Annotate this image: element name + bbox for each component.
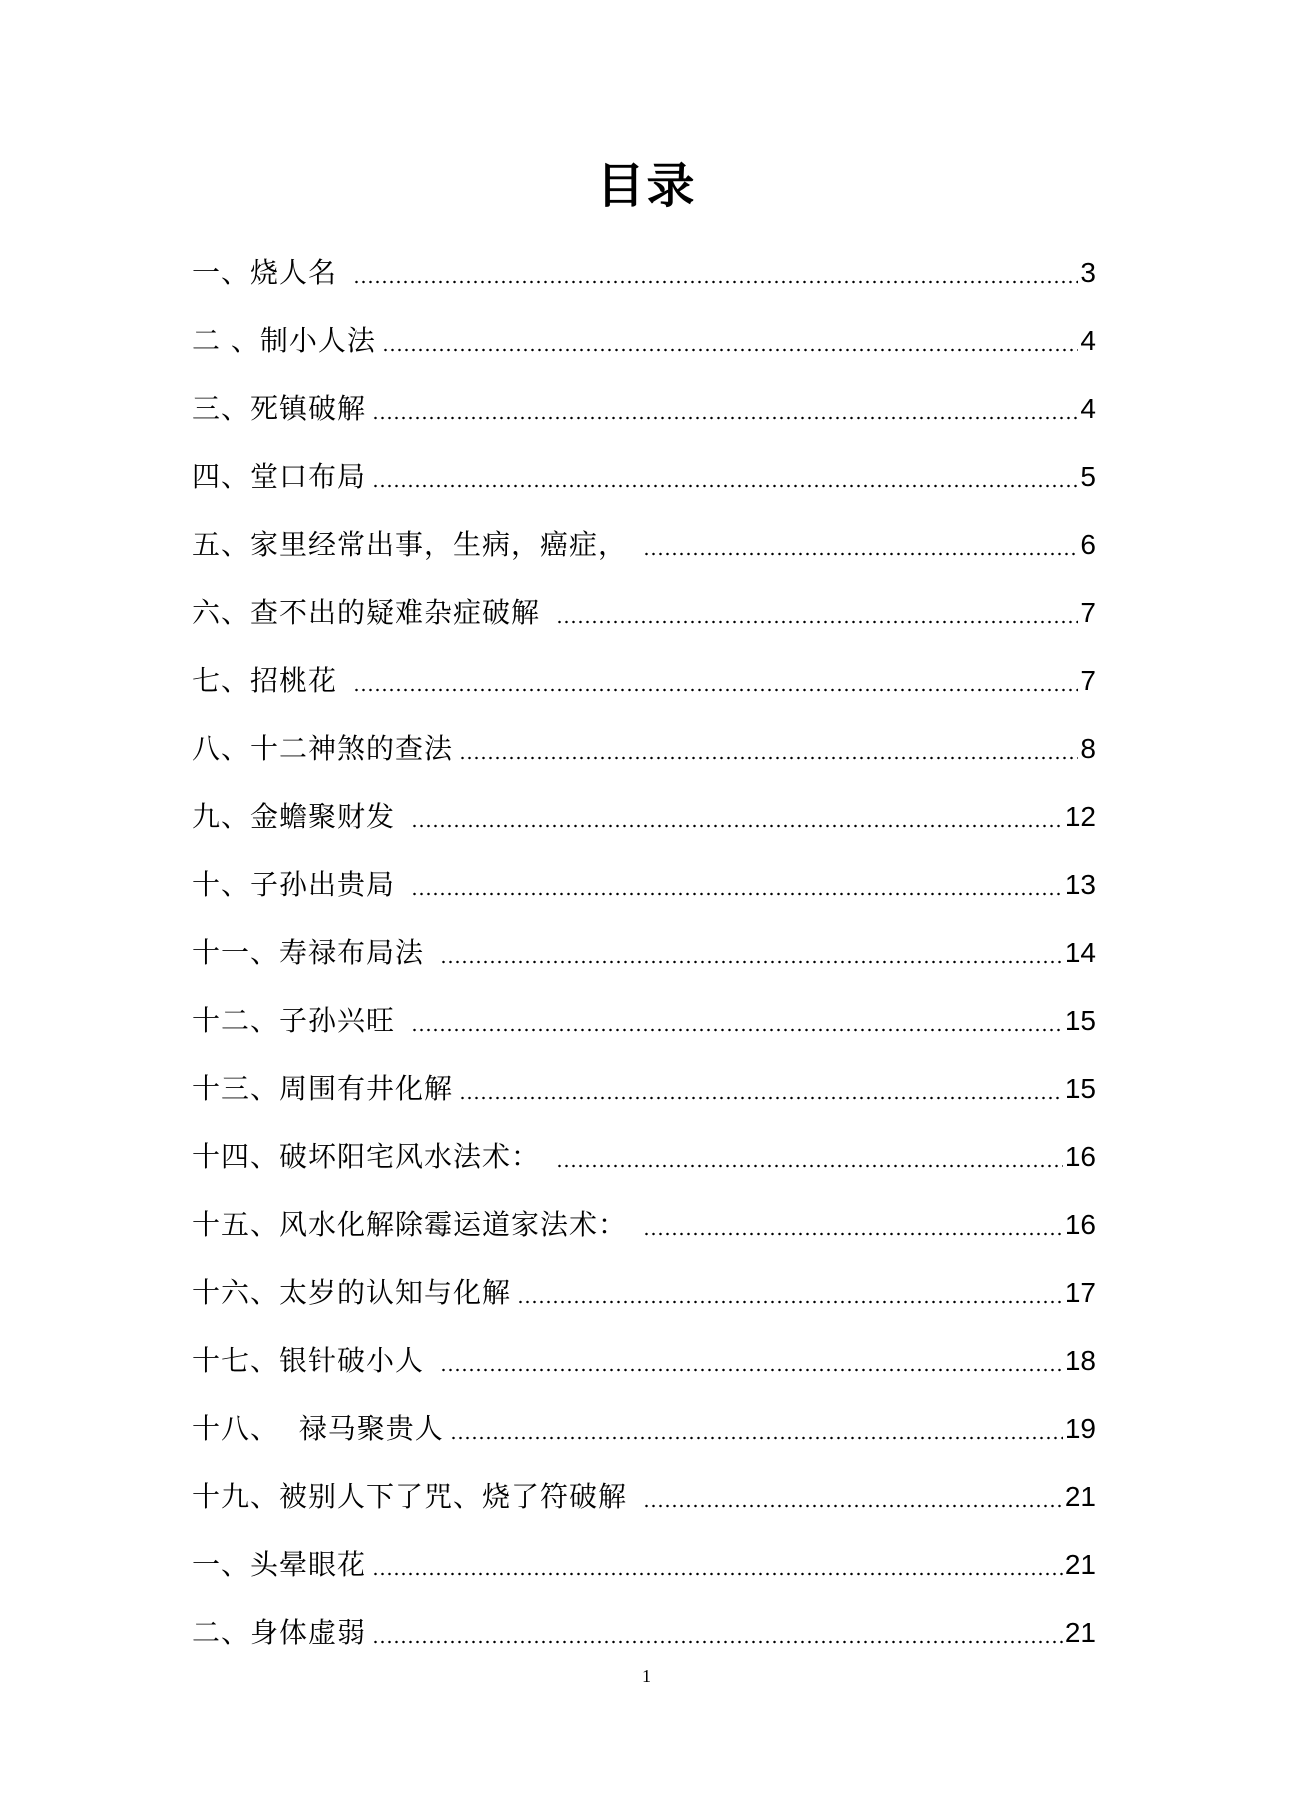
toc-entry-label: 一、头晕眼花 bbox=[192, 1548, 367, 1581]
toc-entry[interactable] bbox=[192, 361, 1096, 429]
toc-list bbox=[192, 225, 1096, 1653]
toc-dot-leader bbox=[353, 256, 1079, 284]
toc-entry-label: 五、家里经常出事，生病，癌症， bbox=[192, 528, 637, 561]
toc-entry[interactable] bbox=[192, 1449, 1096, 1517]
toc-entry-page: 3 bbox=[1080, 257, 1096, 288]
toc-dot-leader bbox=[411, 868, 1063, 896]
toc-dot-leader bbox=[372, 1616, 1063, 1644]
toc-dot-leader bbox=[643, 528, 1079, 556]
toc-entry[interactable] bbox=[192, 1517, 1096, 1585]
toc-entry-page: 14 bbox=[1064, 937, 1096, 968]
toc-entry-label: 十六、太岁的认知与化解 bbox=[192, 1276, 512, 1309]
toc-entry[interactable] bbox=[192, 293, 1096, 361]
toc-dot-leader bbox=[556, 1140, 1063, 1168]
toc-dot-leader bbox=[556, 596, 1079, 624]
toc-entry[interactable] bbox=[192, 837, 1096, 905]
toc-entry-label: 十七、银针破小人 bbox=[192, 1344, 434, 1377]
toc-entry-page: 12 bbox=[1064, 801, 1096, 832]
toc-entry[interactable] bbox=[192, 701, 1096, 769]
toc-entry[interactable] bbox=[192, 633, 1096, 701]
toc-entry-page: 7 bbox=[1080, 597, 1096, 628]
toc-title: 目录 bbox=[596, 158, 697, 214]
toc-entry-page: 15 bbox=[1064, 1005, 1096, 1036]
toc-dot-leader bbox=[459, 732, 1078, 760]
toc-entry[interactable] bbox=[192, 1177, 1096, 1245]
toc-entry-page: 6 bbox=[1080, 529, 1096, 560]
toc-entry-label: 七、招桃花 bbox=[192, 664, 347, 697]
toc-dot-leader bbox=[440, 936, 1063, 964]
toc-entry-label: 三、死镇破解 bbox=[192, 392, 367, 425]
toc-entry-page: 13 bbox=[1064, 869, 1096, 900]
toc-entry-page: 4 bbox=[1080, 325, 1096, 356]
toc-dot-leader bbox=[517, 1276, 1063, 1304]
toc-entry[interactable] bbox=[192, 1313, 1096, 1381]
toc-entry[interactable] bbox=[192, 1585, 1096, 1653]
toc-entry-label: 六、查不出的疑难杂症破解 bbox=[192, 596, 550, 629]
toc-dot-leader bbox=[450, 1412, 1063, 1440]
toc-entry-label: 一、烧人名 bbox=[192, 256, 347, 289]
toc-dot-leader bbox=[353, 664, 1079, 692]
toc-entry[interactable] bbox=[192, 429, 1096, 497]
toc-entry[interactable] bbox=[192, 905, 1096, 973]
toc-entry-page: 21 bbox=[1064, 1617, 1096, 1648]
toc-entry-page: 19 bbox=[1064, 1413, 1096, 1444]
toc-entry[interactable] bbox=[192, 1041, 1096, 1109]
toc-entry[interactable] bbox=[192, 1245, 1096, 1313]
toc-entry[interactable] bbox=[192, 565, 1096, 633]
toc-entry[interactable] bbox=[192, 1381, 1096, 1449]
toc-entry-page: 8 bbox=[1080, 733, 1096, 764]
toc-entry-page: 21 bbox=[1064, 1549, 1096, 1580]
toc-entry[interactable] bbox=[192, 973, 1096, 1041]
toc-dot-leader bbox=[411, 800, 1063, 828]
toc-entry-page: 18 bbox=[1064, 1345, 1096, 1376]
toc-dot-leader bbox=[411, 1004, 1063, 1032]
toc-entry-label: 十五、风水化解除霉运道家法术： bbox=[192, 1208, 637, 1241]
toc-entry-page: 5 bbox=[1080, 461, 1096, 492]
toc-entry-label: 九、金蟾聚财发 bbox=[192, 800, 405, 833]
toc-dot-leader bbox=[643, 1480, 1063, 1508]
toc-entry-page: 4 bbox=[1080, 393, 1096, 424]
toc-entry-label: 十一、寿禄布局法 bbox=[192, 936, 434, 969]
toc-entry-label: 四、堂口布局 bbox=[192, 460, 367, 493]
toc-entry[interactable] bbox=[192, 497, 1096, 565]
toc-dot-leader bbox=[372, 460, 1078, 488]
toc-entry-label: 二 、制小人法 bbox=[192, 324, 376, 357]
toc-entry-label: 十、子孙出贵局 bbox=[192, 868, 405, 901]
toc-dot-leader bbox=[459, 1072, 1063, 1100]
toc-entry-page: 7 bbox=[1080, 665, 1096, 696]
toc-entry-label: 八、十二神煞的查法 bbox=[192, 732, 454, 765]
toc-dot-leader bbox=[372, 392, 1078, 420]
footer-page-number: 1 bbox=[642, 1666, 651, 1686]
toc-entry-page: 16 bbox=[1064, 1141, 1096, 1172]
toc-entry-page: 15 bbox=[1064, 1073, 1096, 1104]
toc-entry-page: 21 bbox=[1064, 1481, 1096, 1512]
toc-entry-label: 十三、周围有井化解 bbox=[192, 1072, 454, 1105]
toc-entry[interactable] bbox=[192, 225, 1096, 293]
toc-entry-label: 十四、破坏阳宅风水法术： bbox=[192, 1140, 550, 1173]
toc-entry[interactable] bbox=[192, 769, 1096, 837]
toc-dot-leader bbox=[643, 1208, 1063, 1236]
toc-entry-label: 十二、子孙兴旺 bbox=[192, 1004, 405, 1037]
toc-entry-label: 十八、 禄马聚贵人 bbox=[192, 1412, 444, 1445]
toc-entry-page: 17 bbox=[1064, 1277, 1096, 1308]
toc-dot-leader bbox=[440, 1344, 1063, 1372]
toc-entry-page: 16 bbox=[1064, 1209, 1096, 1240]
toc-entry-label: 二、身体虚弱 bbox=[192, 1616, 367, 1649]
toc-dot-leader bbox=[382, 324, 1079, 352]
toc-dot-leader bbox=[372, 1548, 1063, 1576]
toc-entry-label: 十九、被别人下了咒、烧了符破解 bbox=[192, 1480, 637, 1513]
toc-entry[interactable] bbox=[192, 1109, 1096, 1177]
